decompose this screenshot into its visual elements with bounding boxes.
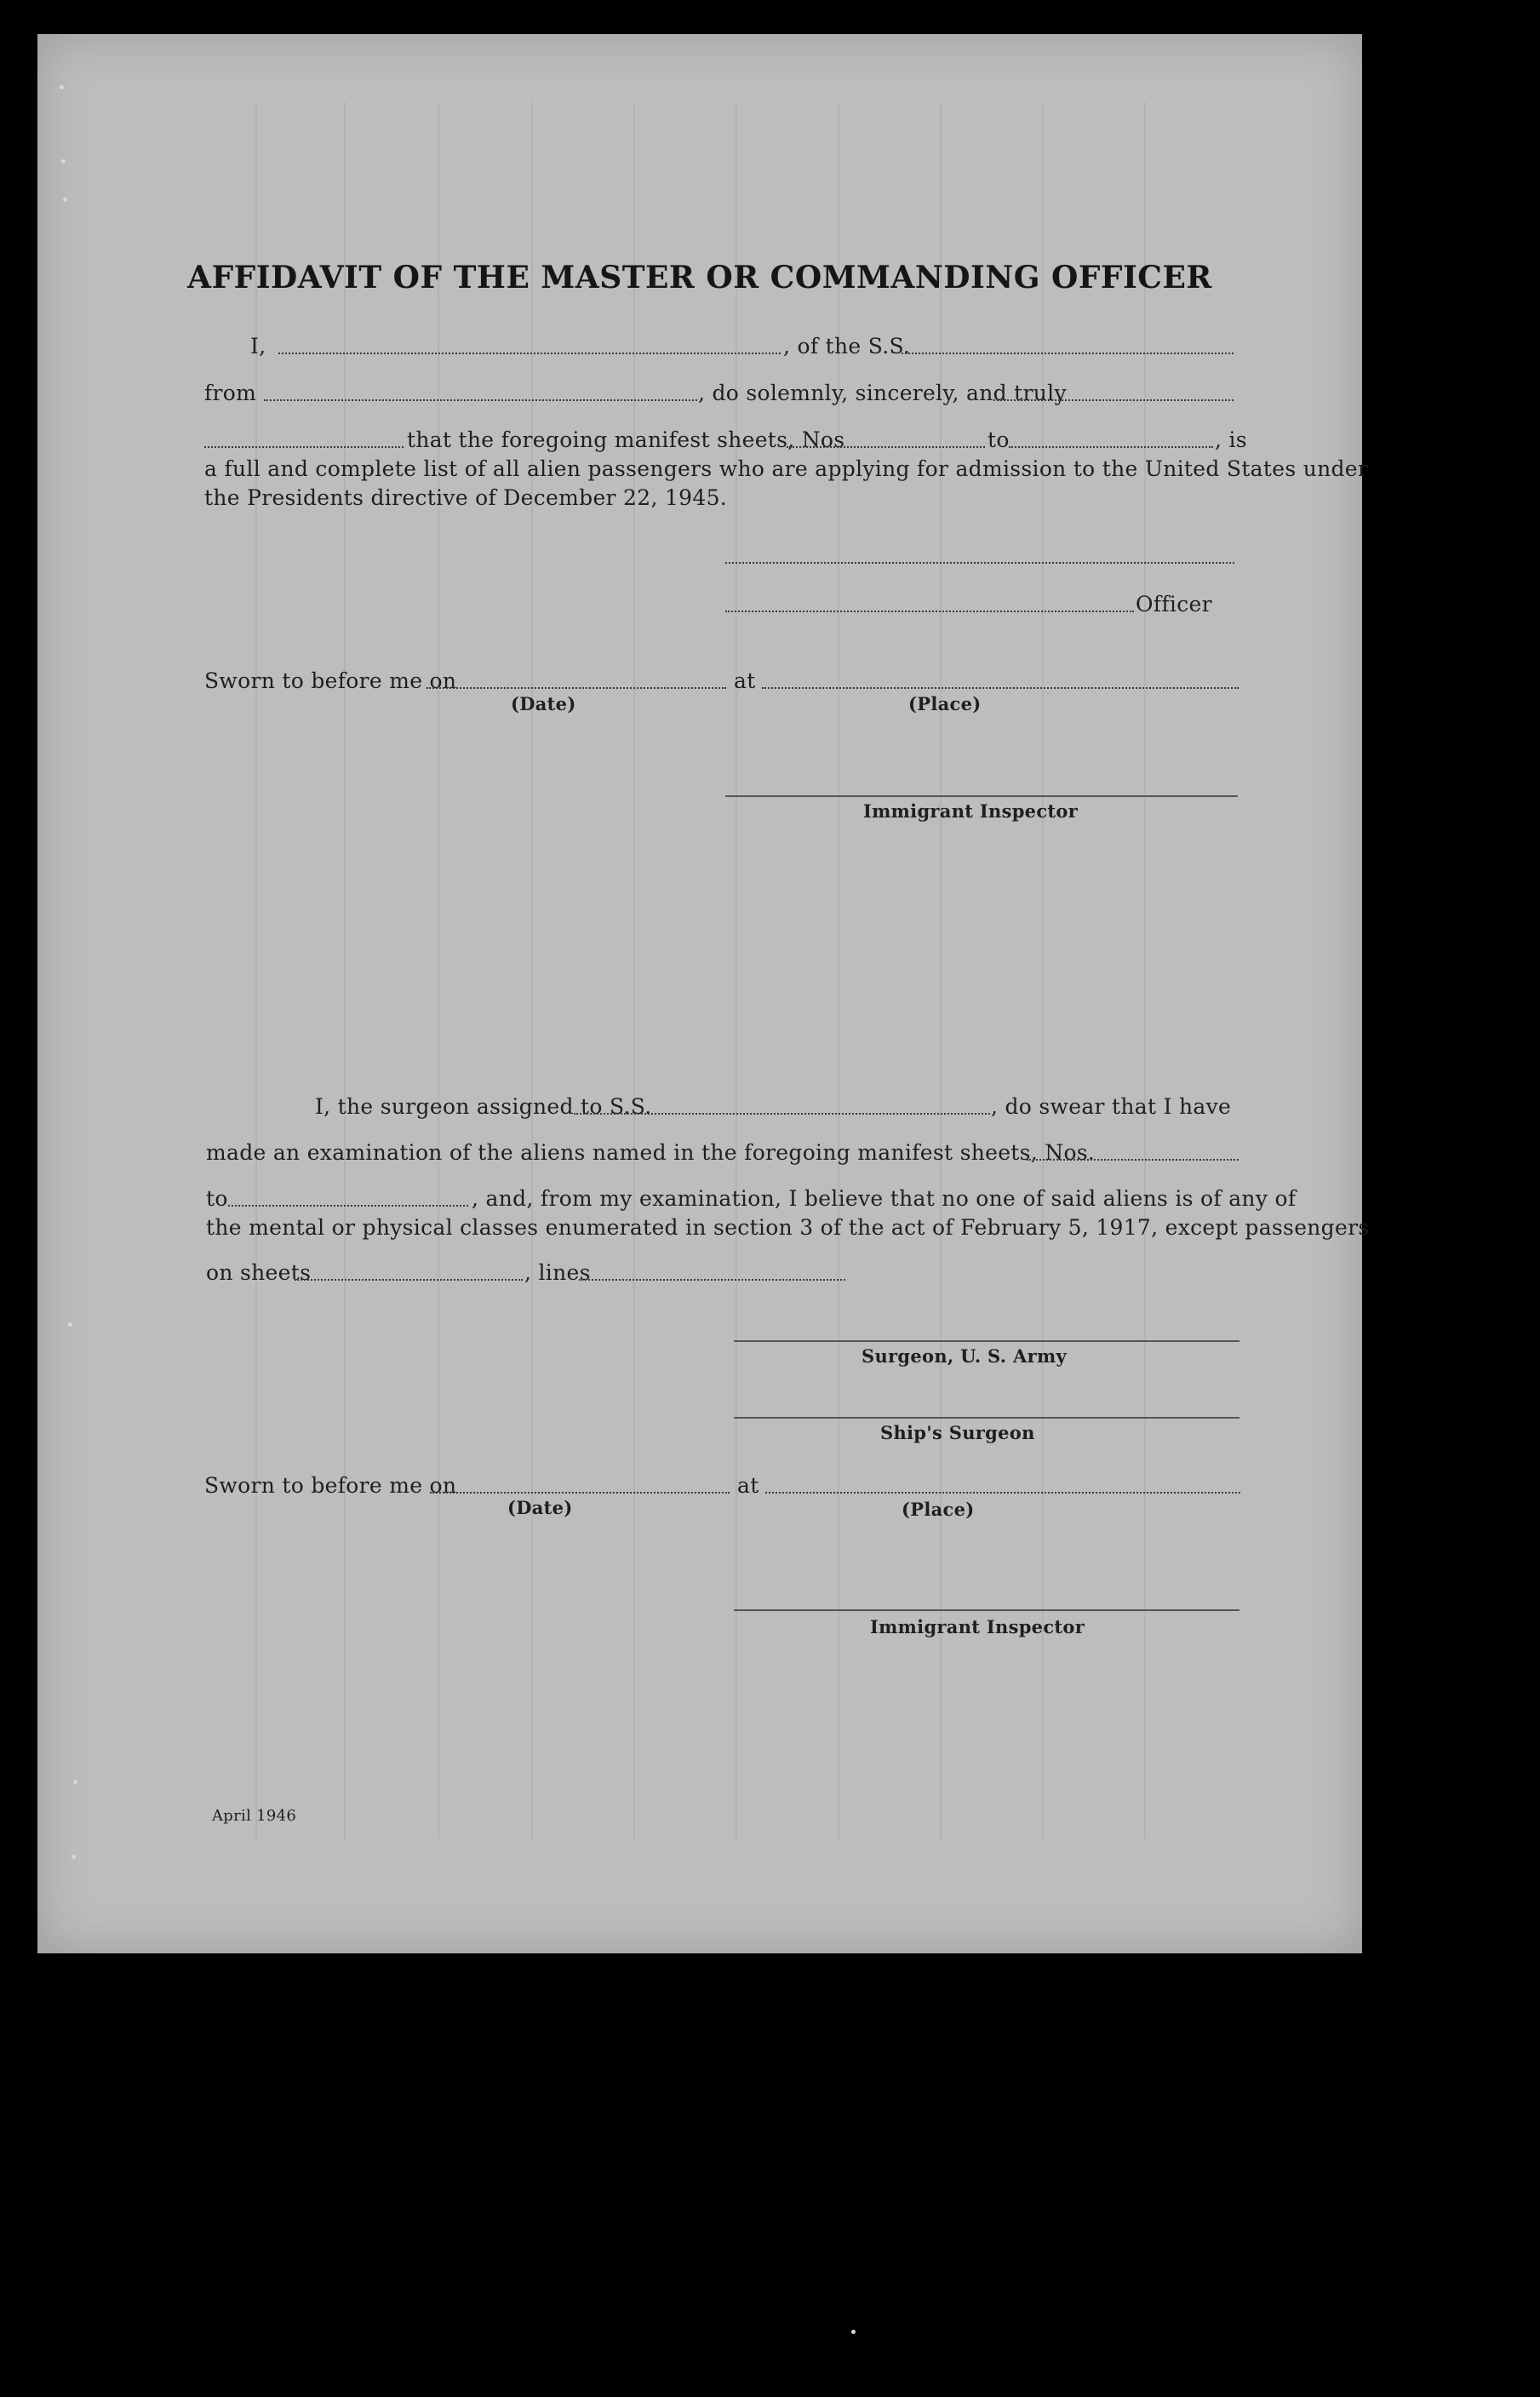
scan-speck [72,1855,76,1859]
master-nos-to-field[interactable] [1009,446,1213,448]
master-ship-field[interactable] [902,353,1234,354]
bleed-through-line [255,102,257,1839]
surgeon-classes-text: the mental or physical classes enumerated in section 3 of the act of February 5, 1917, except passengers [206,1215,1370,1240]
bleed-through-line [531,102,533,1839]
bleed-through-line [940,102,942,1839]
scan-speck [61,159,66,163]
date-caption: (Date) [511,693,576,714]
surgeon-army-signature-field[interactable] [734,1340,1239,1342]
master-manifest-text: that the foregoing manifest sheets, Nos [407,427,845,452]
surgeon-nos-to-field[interactable] [228,1205,468,1207]
scan-speck [60,85,64,89]
place-caption: (Place) [908,693,982,714]
form-title: AFFIDAVIT OF THE MASTER OR COMMANDING OFFICER [187,260,1212,295]
master-from-field[interactable] [264,399,697,401]
scan-speck [63,198,67,202]
bleed-through-line [344,102,346,1839]
date-caption-2: (Date) [507,1497,573,1518]
place-caption-2: (Place) [902,1499,975,1520]
surgeon-sheets-label: on sheets [206,1260,312,1285]
surgeon-belief-text: , and, from my examination, I believe that no one of said aliens is of any of [472,1186,1297,1211]
sworn-at-label: at [734,668,756,693]
surgeon-statement-start: I, the surgeon assigned to S.S. [315,1094,652,1119]
master-i-label: I, [250,334,266,358]
master-solemnly-text: , do solemnly, sincerely, and truly [698,381,1067,405]
officer-label: Officer [1136,592,1212,616]
master-directive-line: the Presidents directive of December 22, 1945. [204,485,728,510]
form-revision-date: April 1946 [212,1807,297,1825]
ships-surgeon-caption: Ship's Surgeon [880,1422,1035,1443]
master-name-field[interactable] [278,353,781,354]
sworn-at-label-2: at [737,1473,759,1498]
surgeon-ship-field[interactable] [574,1113,990,1115]
bleed-through-line [633,102,635,1839]
scan-speck [68,1322,72,1327]
bleed-through-line [1042,102,1044,1839]
scan-speck [851,2330,856,2334]
master-signature-field[interactable] [725,562,1234,564]
scan-speck [73,1780,77,1784]
sworn-label-2: Sworn to before me on [204,1473,457,1498]
affidavit-form-page [37,34,1370,1953]
master-nos-from-field[interactable] [787,446,985,448]
surgeon-nos-from-field[interactable] [1027,1159,1239,1161]
sworn-date-field-2[interactable] [430,1492,730,1494]
bleed-through-line [736,102,737,1839]
surgeon-lines-label: , lines [524,1260,591,1285]
bleed-through-line [838,102,839,1839]
inspector-signature-field[interactable] [725,795,1238,797]
sworn-date-field[interactable] [427,687,726,689]
master-ship-label: , of the S.S. [783,334,911,358]
bleed-through-line [438,102,439,1839]
inspector-caption: Immigrant Inspector [863,800,1079,822]
inspector-signature-field-2[interactable] [734,1609,1239,1611]
surgeon-lines-field[interactable] [579,1279,845,1281]
sworn-label: Sworn to before me on [204,668,457,693]
surgeon-examination-text: made an examination of the aliens named in the foregoing manifest sheets, Nos. [206,1140,1096,1165]
sworn-place-field-2[interactable] [765,1492,1240,1494]
master-statement-line: a full and complete list of all alien passengers who are applying for admission to the United States under [204,456,1369,481]
master-from-label: from [204,381,257,405]
inspector-caption-2: Immigrant Inspector [870,1616,1085,1637]
master-to-label: to [988,427,1010,452]
sworn-place-field[interactable] [762,687,1239,689]
ships-surgeon-signature-field[interactable] [734,1417,1239,1419]
surgeon-swear-text: , do swear that I have [991,1094,1232,1119]
master-declare-field[interactable] [993,399,1234,401]
master-is-text: , is [1215,427,1247,452]
officer-title-field[interactable] [725,611,1134,612]
surgeon-army-caption: Surgeon, U. S. Army [862,1345,1067,1367]
surgeon-sheets-field[interactable] [295,1279,523,1281]
bleed-through-line [1144,102,1146,1839]
master-affirm-field[interactable] [204,446,404,448]
surgeon-to-label: to [206,1186,228,1211]
